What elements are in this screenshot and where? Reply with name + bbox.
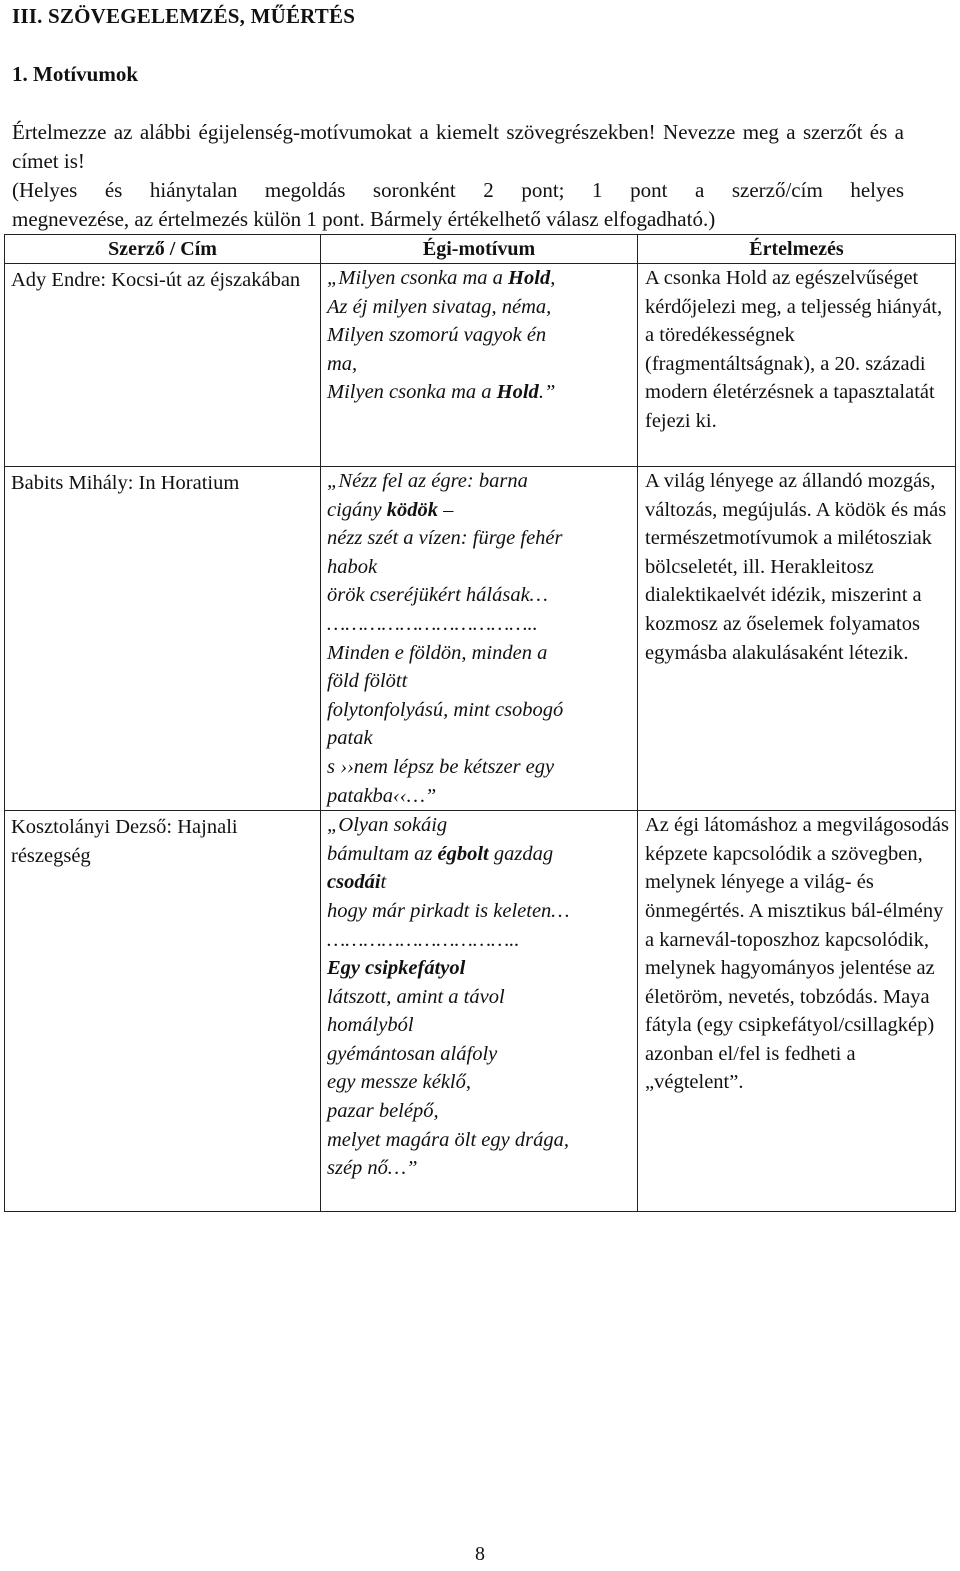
subsection-heading: 1. Motívumok bbox=[12, 62, 138, 86]
instruction-text bbox=[12, 118, 904, 176]
poem-text: szép nő…” bbox=[327, 1157, 418, 1180]
poem-text: Milyen csonka ma a bbox=[327, 381, 497, 404]
poem-line bbox=[327, 1126, 631, 1155]
poem-text: „Milyen csonka ma a bbox=[327, 267, 509, 289]
poem-text: „Nézz fel az égre: barna bbox=[327, 470, 528, 492]
poem-text: hogy már pirkadt is keleten… bbox=[327, 899, 570, 922]
table-row bbox=[5, 467, 956, 811]
poem-text: egy messze kéklő, bbox=[327, 1071, 472, 1094]
interpretation-cell: Az égi látomáshoz a megvilágosodás képzete kapcsolódik a szövegben, melynek lényege a világ- és önmegértés. A misztikus bál-élmény a karnevál-toposzhoz kapcsolódik, melynek hagyományos jelentése az életöröm, nevetés, tobzódás. Maya fátyla (egy csipkefátyol/csillagkép) azonban el/fel is fedheti a „végtelent”. bbox=[638, 811, 956, 1212]
poem-text: Az éj milyen sivatag, néma, bbox=[327, 295, 552, 318]
poem-line bbox=[327, 983, 631, 1012]
poem-text: Milyen szomorú vagyok én bbox=[327, 324, 547, 347]
poem-line bbox=[327, 1097, 631, 1126]
poem-text: „Olyan sokáig bbox=[327, 814, 448, 837]
interpretation-cell: A világ lényege az állandó mozgás, változás, megújulás. A ködök és más természetmotívumok a milétosziak bölcseletét, ill. Herakleitosz dialektikaelvét idézik, miszerint a kozmosz az őselemek folyamatos egymásba alakulásaként létezik. bbox=[638, 467, 956, 811]
poem-text: nézz szét a vízen: fürge fehér bbox=[327, 527, 563, 550]
poem-text: bámultam az bbox=[327, 842, 438, 865]
poem-text: folytonfolyású, mint csobogó bbox=[327, 698, 564, 721]
poem-line bbox=[327, 524, 631, 553]
scoring-note-line-2: megnevezése, az értelmezés külön 1 pont. Bármely értékelhető válasz elfogadható.) bbox=[12, 207, 716, 231]
poem-line bbox=[327, 1154, 631, 1183]
poem-text: melyet magára ölt egy drága, bbox=[327, 1128, 569, 1151]
table-row bbox=[5, 264, 956, 467]
section-heading: III. SZÖVEGELEMZÉS, MŰÉRTÉS bbox=[12, 4, 356, 28]
poem-text: ………………………….. bbox=[327, 928, 520, 951]
poem-text: patakba‹‹…” bbox=[327, 784, 437, 807]
page-number: 8 bbox=[475, 1543, 485, 1565]
poem-line bbox=[327, 321, 631, 350]
poem-text: örök cseréjükért hálásak… bbox=[327, 584, 548, 607]
poem-line bbox=[327, 753, 631, 782]
poem-line bbox=[327, 553, 631, 582]
poem-line bbox=[327, 293, 631, 322]
poem-text: Minden e földön, minden a bbox=[327, 641, 548, 664]
poem-line bbox=[327, 897, 631, 926]
poem-line bbox=[327, 467, 631, 496]
poem-text: ma, bbox=[327, 352, 358, 375]
poem-line bbox=[327, 350, 631, 379]
poem-text: patak bbox=[327, 727, 373, 750]
poem-line bbox=[327, 811, 631, 840]
poem-text: s ››nem lépsz be kétszer egy bbox=[327, 755, 555, 778]
poem-line bbox=[327, 926, 631, 955]
poem-text: t bbox=[380, 871, 387, 894]
poem-text: , bbox=[550, 267, 556, 289]
header-author-title: Szerző / Cím bbox=[5, 235, 321, 264]
highlighted-motif: ködök bbox=[386, 498, 439, 521]
poem-text: pazar belépő, bbox=[327, 1100, 439, 1123]
poem-line bbox=[327, 840, 631, 869]
author-title-cell: Babits Mihály: In Horatium bbox=[5, 467, 321, 811]
poem-line bbox=[327, 610, 631, 639]
poem-line bbox=[327, 667, 631, 696]
highlighted-motif: Egy csipkefátyol bbox=[327, 957, 466, 980]
poem-line bbox=[327, 264, 631, 293]
poem-line bbox=[327, 378, 631, 407]
poem-line bbox=[327, 581, 631, 610]
poem-excerpt-cell bbox=[321, 467, 638, 811]
poem-text: habok bbox=[327, 555, 378, 578]
author-title-cell: Ady Endre: Kocsi-út az éjszakában bbox=[5, 264, 321, 467]
poem-text: – bbox=[438, 498, 454, 521]
highlighted-motif: Hold bbox=[496, 381, 539, 404]
poem-line bbox=[327, 868, 631, 897]
poem-line bbox=[327, 639, 631, 668]
poem-text: cigány bbox=[327, 498, 387, 521]
scoring-note-line-1: (Helyes és hiánytalan megoldás soronként 2 pont; 1 pont a szerző/cím helyes bbox=[12, 178, 904, 202]
highlighted-motif: Hold bbox=[508, 267, 551, 289]
poem-text: gyémántosan aláfoly bbox=[327, 1042, 498, 1065]
poem-text: homályból bbox=[327, 1014, 414, 1037]
poem-line bbox=[327, 1040, 631, 1069]
table-row bbox=[5, 811, 956, 1212]
poem-text: föld fölött bbox=[327, 670, 408, 693]
header-interpretation: Értelmezés bbox=[638, 235, 956, 264]
table-header-row bbox=[5, 235, 956, 264]
poem-line bbox=[327, 724, 631, 753]
instruction-paragraph: Értelmezze az alábbi égijelenség-motívumokat a kiemelt szövegrészekben! Nevezze meg a szerzőt és a címet is! bbox=[12, 120, 904, 173]
poem-text: látszott, amint a távol bbox=[327, 985, 505, 1008]
interpretation-cell: A csonka Hold az egészelvűséget kérdőjelezi meg, a teljesség hiányát, a töredékességnek (fragmentáltságnak), a 20. századi modern életérzésnek a tapasztalatát fejezi ki. bbox=[638, 264, 956, 467]
poem-excerpt-cell bbox=[321, 811, 638, 1212]
poem-line bbox=[327, 1068, 631, 1097]
header-celestial-motif: Égi-motívum bbox=[321, 235, 638, 264]
poem-text: …………………………….. bbox=[327, 612, 538, 635]
poem-text: .” bbox=[538, 381, 556, 404]
highlighted-motif: égbolt bbox=[437, 842, 489, 865]
poem-text: gazdag bbox=[488, 842, 554, 865]
highlighted-motif: csodái bbox=[327, 871, 381, 894]
motif-table bbox=[4, 234, 956, 1212]
poem-line bbox=[327, 696, 631, 725]
poem-line bbox=[327, 954, 631, 983]
poem-line bbox=[327, 1011, 631, 1040]
author-title-cell: Kosztolányi Dezső: Hajnali részegség bbox=[5, 811, 321, 1212]
poem-line bbox=[327, 782, 631, 811]
poem-line bbox=[327, 496, 631, 525]
poem-excerpt-cell bbox=[321, 264, 638, 467]
